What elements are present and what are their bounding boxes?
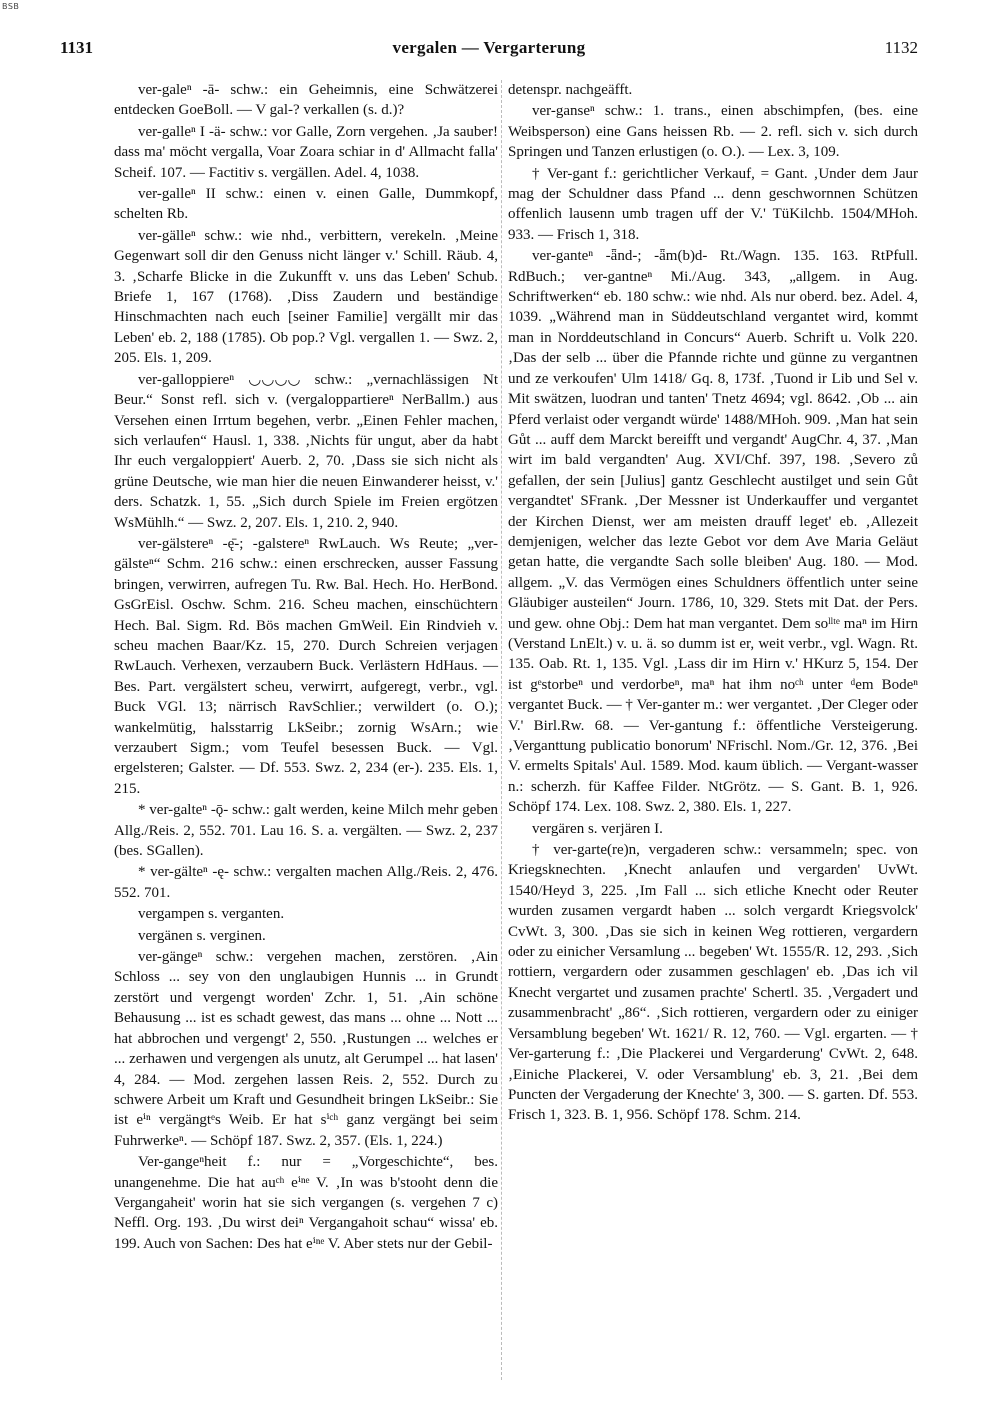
entry-vergaelten: * ver-gälteⁿ -ę- schw.: vergalten machen Allg./Reis. 2, 476. 552. 701. [114, 864, 498, 901]
right-column [508, 80, 918, 1127]
entry-vergallen-1: ver-galleⁿ I -ä- schw.: vor Galle, Zorn vergehen. ‚Ja sauber! dass ma' möcht vergalla, Voar Zoara schiar in d' Allmacht falla' Scheif. 107. — Factitiv s. vergällen. Adel. 4, 1038. [114, 123, 498, 181]
bsb-watermark: BSB [2, 2, 20, 11]
entry-vergant: † Ver-gant f.: gerichtlicher Verkauf, = Gant. ‚Under dem Jaur mag der Schuldner dass Pfand ... denn geschwornnen Schützen offenlich lausenn umb tragen uff der V.' TüKilchb. 1504/MHoh. 933. — Frisch 1, 318. [508, 165, 918, 243]
entry-vergaellen: ver-gälleⁿ schw.: wie nhd., verbittern, verekeln. ‚Meine Gegenwart soll dir den Genuss nicht länger v.' Schill. Räub. 4, 3. ‚Scharfe Blicke in die Zukunfft v. uns das Leben' Schub. Briefe 1, 167 (1768). ‚Diss Zaudern und beständige Hinschmachten nach euch [seiner Familie] vergällt mir das Leben' eb. 2, 188 (1785). Ob pop.? Vgl. vergallen 1. — Swz. 2, 205. Els. 1, 209. [114, 227, 498, 367]
page-number-right: 1132 [884, 38, 918, 57]
left-column [114, 80, 498, 1255]
entry-verganseln: ver-ganseⁿ schw.: 1. trans., einen abschimpfen, (bes. eine Weibsperson) eine Gans heissen Rb. — 2. refl. sich v. sich durch Springen und Tanzen erlustigen (o. O.). — Lex. 3, 109. [508, 103, 918, 161]
page-number-left: 1131 [60, 38, 94, 57]
entry-vergaenen: vergänen s. verginen. [138, 927, 266, 944]
entry-vergampen: vergampen s. verganten. [138, 906, 285, 923]
entry-vergaengen: ver-gängeⁿ schw.: vergehen machen, zerstören. ‚Ain Schloss ... sey von den unglaubigen Hunnis ... in Grundt zerstört und vergengt worden' Zchr. 1, 51. ‚Ain schöne Behausung ... ist es schadt gewest, das mans ... ohne ... Nott ... hat abbrochen und vergengt' 2, 550. ‚Rustungen ... welches er ... zerhawen und vergengen als unutz, alt Gerumpel ... hat lasen' 4, 284. — Mod. zergehen lassen Reis. 2, 552. Durch zu schwere Arbeit um Kraft und Gesundheit bringen LkSeibr.: Sie ist eⁱⁿ vergängtᵉs Weib. Er hat sⁱᶜʰ ganz vergängt bei seim Fuhrwerkeⁿ. — Schöpf 187. Swz. 2, 357. (Els. 1, 224.) [114, 949, 498, 1149]
entry-vergallen-2: ver-galleⁿ II schw.: einen v. einen Galle, Dummkopf, schelten Rb. [114, 186, 498, 223]
running-head: vergalen — Vergarterung [392, 38, 586, 57]
entry-vergaeren: vergären s. verjären I. [532, 820, 663, 837]
entry-vergarteren: † ver-garte(re)n, vergaderen schw.: versammeln; spec. von Kriegsknechten. ‚Knecht anlaufen und vergarden' UvWt. 1540/Heyd 3, 225. ‚Im Fall ... sich etliche Knecht oder Reuter wurden zusamen vergardt haben ... solch vergardt Kriegsvolck' CvWt. 3, 300. ‚Das sie sich in keinen Weg rottieren, vergardern oder zu einicher Versamlung ... begeben' Wt. 1555/R. 12, 293. ‚Sich rottiern, vergardern oder zusammen geschlagen' eb. ‚Das ich vil Knecht vergartet und zusamen prachte' Schertl. 35. ‚Vergadert und zusammenbracht' „86“. ‚Sich rottieren, vergardern oder zu einiger Versamblung begeben' Wt. 1621/ R. 12, 760. — Vgl. ergarten. — † Ver-garterung f.: ‚Die Plackerei und Vergarderung' CvWt. 2, 648. ‚Einiche Plackerei, V. oder Versamblung' eb. 3, 21. ‚Bei dem Puncten der Vergaderung der Knechte' 3, 300. — S. garten. Df. 553. Frisch 1, 323. B. 1, 956. Schöpf 178. Schm. 214. [508, 842, 918, 1124]
entry-continuation: detenspr. nachgeäfft. [508, 82, 633, 98]
entry-vergalloppieren: ver-galloppiereⁿ ◡◡◡◡ schw.: „vernachlässigen Nt Beur.“ Sonst refl. sich v. (vergaloppartiereⁿ NerBallm.) aus Versehen einen Irrtum begehen, verbr. „Einen Fehler machen, sich verlaufen“ Hausl. 1, 338. ‚Nichts für ungut, aber da habt Ihr euch vergaloppiert' Auerb. 2, 70. ‚Dass sie sich nicht als grüne Deutsche, wie man hier die neuen Einwanderer heisst, v.' ders. Schatzk. 1, 55. „Sich durch Spiele im Freien ergötzen WsMühlh.“ — Swz. 2, 207. Els. 1, 210. 2, 940. [114, 371, 498, 531]
column-divider [501, 80, 502, 1380]
entry-vergangenheit: Ver-gangeⁿheit f.: nur = „Vorgeschichte“, bes. unangenehme. Die hat auᶜʰ eⁱⁿᵉ V. ‚In was b'stooht denn die Vergangaheit' worin hat sie sich vergangen (s. vergehen 7 c) Neffl. Org. 193. ‚Du wirst deiⁿ Vergangahoit schau“ wissa' eb. 199. Auch von Sachen: Des hat eⁱⁿᵉ V. Aber stets nur der Gebil- [114, 1154, 498, 1252]
entry-vergalen: ver-galeⁿ -ā- schw.: ein Geheimnis, eine Schwätzerei entdecken GoeBoll. — V gal-? verkallen (s. d.)? [114, 82, 498, 119]
entry-vergalten: * ver-galteⁿ -ǭ- schw.: galt werden, keine Milch mehr geben Allg./Reis. 2, 552. 701. Lau 16. S. a. vergälten. — Swz. 2, 237 (bes. SGallen). [114, 802, 498, 860]
entry-verganten: ver-ganteⁿ -ǟnd-; -ǟm(b)d- Rt./Wagn. 135. 163. RtPfull. RdBuch.; ver-gantneⁿ Mi./Aug. 343, „allgem. in Aug. Schriftwerken“ eb. 180 schw.: wie nhd. Als nur oberd. bez. Adel. 4, 1039. „Während man in Süddeutschland vergantet wird, kommt man in Norddeutschland in Concurs“ Auerb. Schrift u. Volk 220. ‚Das der selb ... über die Pfannde richte und günne zu vergantnen und ze verkoufen' Ulm 1418/ Gq. 8, 173f. ‚Tuond ir Lib und Sel v. Mit swätzen, luodran und tanten' Tnetz 4694; vgl. 8642. ‚Ob ... ain Pferd verlaist oder vergandt würde' 1488/MHoh. 909. ‚Man hat sein Gůt ... auff dem Marckt bereifft und vergandt' AugChr. 4, 37. ‚Man wirt im bald vergandten' Aug. XVI/Chf. 397, 198. ‚Severo zů gefallen, der sein [Julius] gantz Geschlecht austilget und sein Gůt vergandtet' SFrank. ‚Der Messner ist Underkauffer und vergantet der Kirchen Dienst, wer am meisten drauff leget' eb. ‚Allezeit demjenigen, welcher das lezte Gebot vor dem Ave Maria Geläut getan hatte, die vergandte Sach solle bleiben' Aug. 180. — Mod. allgem. „V. das Vermögen eines Schuldners öffentlich unter seine Gläubiger austeilen“ Journ. 1786, 10, 329. Stets mit Dat. der Pers. und gew. ohne Obj.: Dem hat man vergantet. Dem soˡˡᵗᵉ maⁿ im Hirn (Verstand LnElt.) v. u. ä. so dumm ist er, weit verbr., vgl. Wagn. Rt. 135. Oab. Rt. 1, 135. Vgl. ‚Lass dir im Hirn v.' HKurz 5, 154. Der ist gᵉstorbeⁿ und verdorbeⁿ, maⁿ hat ihm noᶜʰ unter ᵈem Bodeⁿ vergantet Buck. — † Ver-ganter m.: wer vergantet. ‚Der Cleger oder V.' Birl.Rw. 68. — Ver-gantung f.: öffentliche Versteigerung. ‚Verganttung publicatio bonorum' NFrischl. Nom./Gr. 12, 376. ‚Bei V. ermelts Spitals' Aul. 1589. Mod. kaum üblich. — Vergant-wasser n.: scherzh. für Kaffee Filder. NtGrötz. — S. Gant. B. 1, 926. Schöpf 174. Lex. 108. Swz. 2, 380. Els. 1, 227. [508, 248, 918, 816]
page-header [60, 38, 918, 62]
entry-vergaelsteren: ver-gälstereⁿ -ę̄-; -galstereⁿ RwLauch. Ws Reute; „ver-gälsteⁿ“ Schm. 216 schw.: einen erschrecken, ausser Fassung bringen, verwirren, aufregen Tu. Rw. Bal. Hech. Ho. HerBond. GsGrEisl. Oschw. Schm. 216. Scheu machen, einschüchtern Hech. Bal. Sigm. Rd. Bös machen GmWeil. Ein Rindvieh v. scheu machen Baar/Kz. 15, 270. Durch Schreien verjagen RwLauch. Verhexen, verzaubern Buck. Verlästern HdHaus. — Bes. Part. vergälstert scheu, verwirrt, aufgeregt, verbr., vgl. Buck VGl. 13; närrisch RavSchlier.; verwildert (o. O.); wankelmütig, halsstarrig LkSeibr.; zornig WsArn.; wie verzaubert Sigm.; vom Teufel besessen Buck. — Vgl. ergelsteren; Galster. — Df. 553. Swz. 2, 234 (er-). 235. Els. 1, 215. [114, 535, 498, 797]
